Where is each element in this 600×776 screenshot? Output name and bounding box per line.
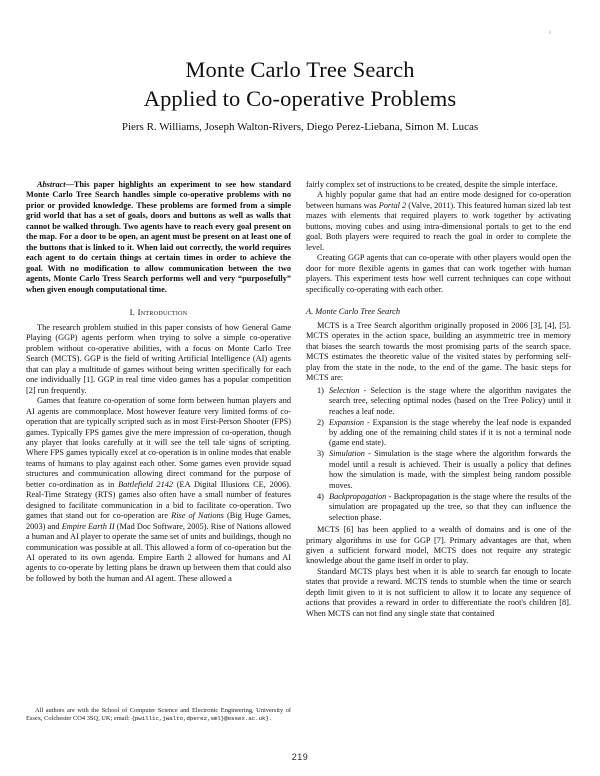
footnote-affiliation — [26, 707, 291, 723]
list-item — [326, 449, 571, 491]
list-item — [326, 386, 571, 417]
intro-p2-part-c: (Big Huge Games, 2003) and — [26, 511, 291, 531]
right-p2-part-b: (Valve, 2011). This featured human sized lab test mazes with elements that required players to work together by activating buttons, moving cubes and using intra-dimensional portals to get to the end goal. Both players were required to reach the goal in order to complete the level. — [306, 200, 571, 252]
step-term: Simulation — [329, 449, 365, 459]
step-body: - Backpropagation is the stage where the results of the simulation are propagated up the tree, so that they can influence the selection phase. — [329, 491, 571, 522]
title-line-1: Monte Carlo Tree Search — [185, 57, 415, 82]
author-list: Piers R. Williams, Joseph Walton-Rivers, Diego Perez-Liebana, Simon M. Lucas — [121, 121, 479, 133]
section-heading-introduction: I. Introduction — [129, 306, 188, 317]
step-body: - Expansion is the stage whereby the leaf node is expanded by adding one of the remaining child states if it is not a terminal node (game end state). — [329, 417, 571, 448]
abstract-text: This paper highlights an experiment to see how standard Monte Carlo Tree Search handles simple co-operative problems with no prior or provided knowledge. These problems are formed from a simple grid world that has a set of goals, doors and buttons as well as walls that cannot be walked through. Two agents have to reach every goal present on the map. For a door to be open, an agent must be present on at least one of the buttons that is linked to it. When laid out correctly, the world requires each agent to do certain things at certain times in order to achieve the goal. With no modification to allow communication between the two agents, Monte Carlo Tress Search performs well and very “purposefully” when given enough computational time. — [26, 180, 291, 294]
page-number: 219 — [291, 752, 309, 762]
column-right — [306, 180, 571, 619]
mcts-steps-list — [306, 386, 571, 523]
mcts-paragraph-2: MCTS [6] has been applied to a wealth of domains and is one of the primary algorithms in use for GGP [7]. Primary advantages are that, when given a sufficient forward model, MCTS does not require any strategic knowledge about the game itself in order to play. — [306, 525, 571, 566]
right-paragraph-2 — [306, 190, 571, 253]
game-title-battlefield: Battlefield 2142 — [118, 479, 174, 489]
intro-paragraph-1: The research problem studied in this paper consists of how General Game Playing (GGP) agents perform when trying to solve a simple co-operative problem without co-operative abilities, with a focus on Monte Carlo Tree Search (MCTS). GGP is the field of writing Artificial Intelligence (AI) agents that can play a multitude of games without being written specifically for each one individually [1]. GGP in real time video games has a popular competition [2] run frequently. — [26, 322, 291, 395]
footnote-line-a: All authors are with the School of Computer Science and Electronic Engineering, University of Essex, Colchester CO4 3SQ, UK; email: — [26, 707, 291, 723]
footnote-email: {pwillic,jwalto,dperez,sml}@essex.ac.uk}. — [131, 715, 273, 723]
footnote-text — [26, 707, 291, 723]
mcts-paragraph-1: MCTS is a Tree Search algorithm originally proposed in 2006 [3], [4], [5]. MCTS operates in the action space, building an asymmetric tree in memory that biases the search towards the most promising parts of the search space. MCTS estimates the theoretic value of the visited states by performing self-play from the state in the node, to the end of the game. The basic steps for MCTS are: — [306, 320, 571, 383]
intro-p2-part-a: Games that feature co-operation of some form between human players and AI agents are commonplace. Most however feature very limited forms of co-operation that are typically scripted such as in most First-Person Shooter (FPS) games. Typically FPS games give the mere impression of co-operation, though any player that looks carefully at it will see the tell tale signs of scripting. Where FPS games typically excel at co-operation is in online modes that enable teams of humans to play against each other. Some games even provide squad structures and communication allowing direct command for the purpose of better co-ordination as in — [26, 396, 291, 489]
corner-mark: ı — [549, 28, 551, 36]
game-title-empire-earth: Empire Earth II — [61, 521, 115, 531]
step-body: - Simulation is the stage where the algorithm forwards the model until a result is achieved. Their is usually a policy that defines how the simulation is made, with the simplest being random possible moves. — [329, 449, 571, 490]
subsection-heading-mcts: A. Monte Carlo Tree Search — [306, 306, 401, 316]
intro-paragraph-2 — [26, 396, 291, 584]
abstract-label: Abstract— — [37, 180, 74, 189]
list-item — [326, 418, 571, 449]
step-term: Expansion — [329, 417, 365, 427]
intro-p2-part-b: (EA Digital Illusions CE, 2006). Real-Time Strategy (RTS) games also often have a small number of features designed to facilitate communication in a bid to facilitate co-operation. Two games that stand out for co-operation are — [26, 479, 292, 521]
right-paragraph-1: fairly complex set of instructions to be created, despite the simple interface. — [306, 180, 558, 189]
mcts-paragraph-3: Standard MCTS plays best when it is able to search far enough to locate states that provide a reward. MCTS tends to stumble when the time or search depth limit given to it is not sufficient to allow it to locate any sequence of actions that provides a reward in order to differentiate the root's children [8]. When MCTS can not find any single state that contained — [306, 566, 571, 618]
page-title — [30, 55, 570, 113]
list-item — [326, 492, 571, 523]
step-body: - Selection is the stage where the algorithm navigates the search tree, selecting optimal nodes (based on the Tree Policy) until it reaches a leaf node. — [329, 385, 571, 416]
intro-p2-part-d: (Mad Doc Software, 2005). Rise of Nations allowed a human and AI player to operate the same set of units and buildings, though no communication was possible at all. This allowed a form of co-operation but the AI operated to its own agenda. Empire Earth 2 allowed for humans and AI agents to co-operate by letting plans be drawn up between them that could also be followed by both the human and AI agent. These allowed a — [26, 521, 291, 583]
step-term: Backpropagation — [329, 491, 387, 501]
right-p2-part-a: A highly popular game that had an entire mode designed for co-operation between humans was — [306, 190, 571, 210]
title-line-2: Applied to Co-operative Problems — [143, 86, 457, 111]
column-left — [26, 180, 291, 584]
abstract-paragraph — [26, 180, 291, 295]
step-term: Selection — [329, 385, 360, 395]
right-paragraph-3: Creating GGP agents that can co-operate with other players would open the door for more flexible agents in games that can work together with human players. This experiment tests how well current techniques can cope without specifically co-operating with each other. — [306, 253, 571, 294]
game-title-portal-2: Portal 2 — [378, 200, 407, 210]
game-title-rise-of-nations: Rise of Nations — [171, 511, 224, 521]
